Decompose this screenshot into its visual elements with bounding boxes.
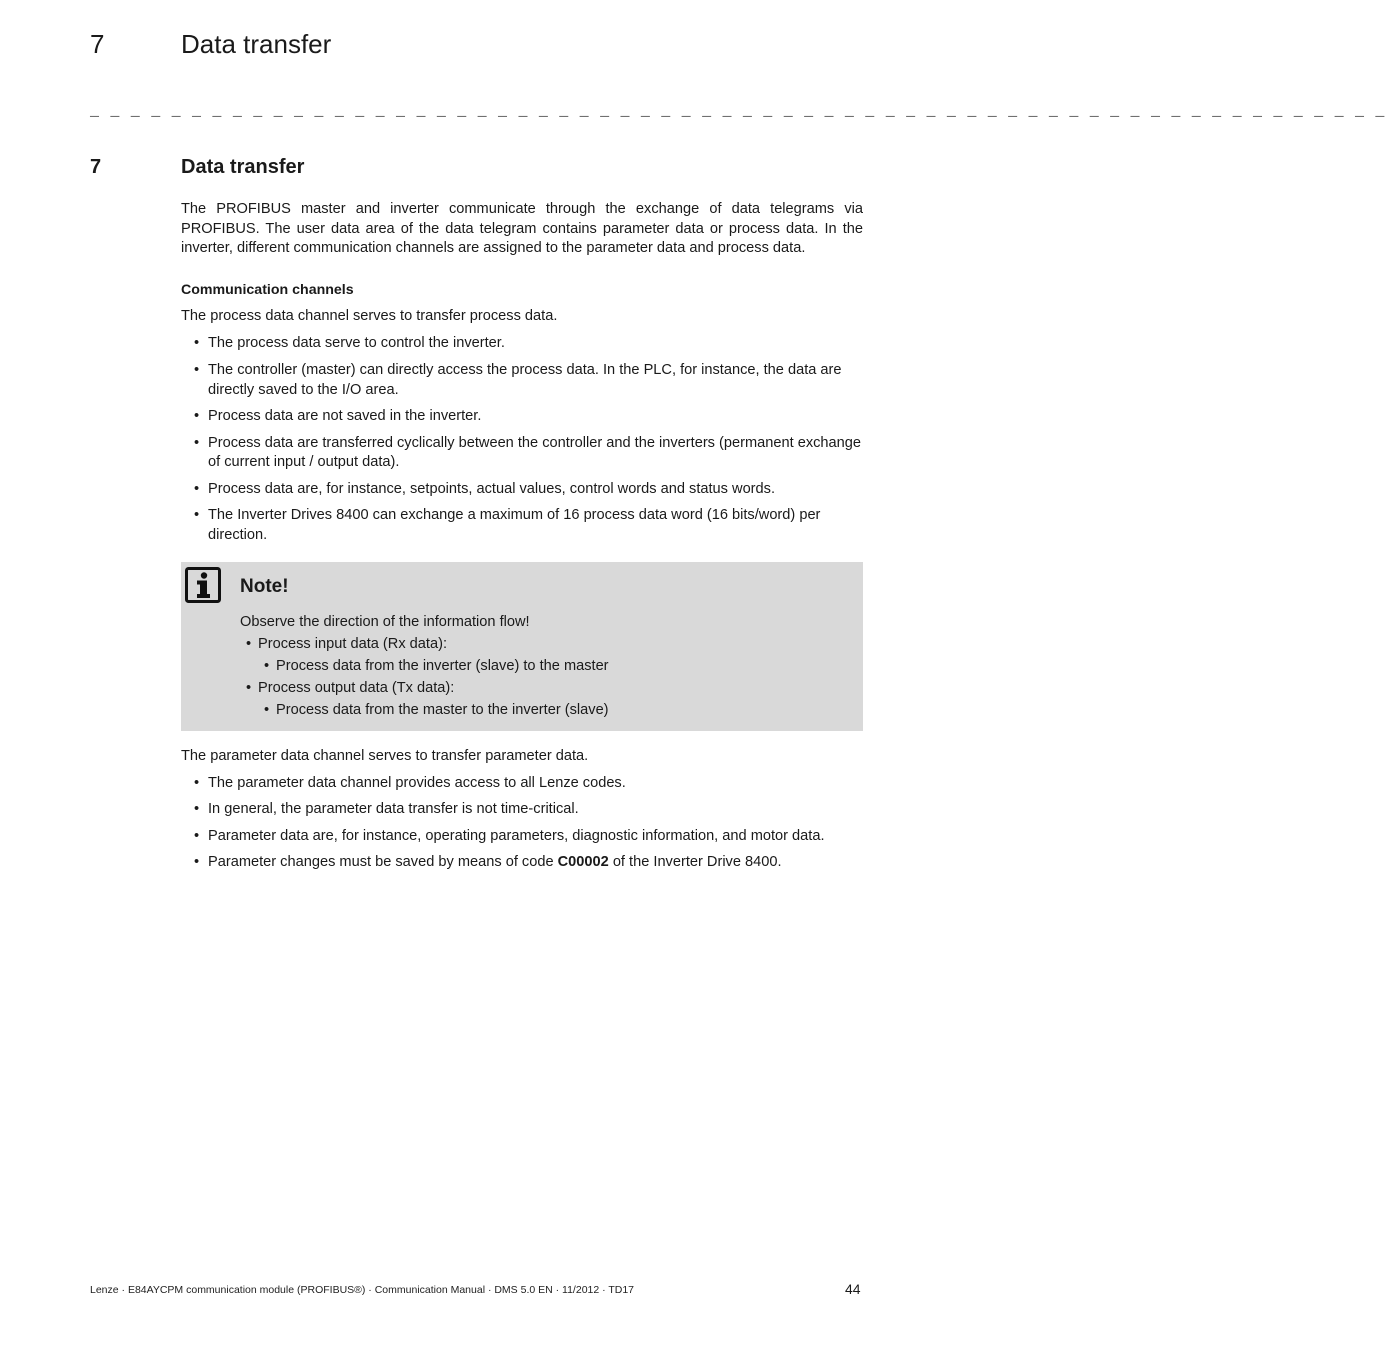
param-last-before: Parameter changes must be saved by means of code [208, 854, 558, 870]
note-item [240, 677, 849, 721]
header-chapter-title: Data transfer [181, 29, 332, 59]
note-item-label: Process input data (Rx data): [258, 636, 447, 652]
note-box [181, 562, 863, 731]
list-item: • The Inverter Drives 8400 can exchange a maximum of 16 process data word (16 bits/word) per direction. [181, 506, 863, 545]
info-icon [185, 567, 221, 603]
section-title: Data transfer [181, 156, 305, 178]
list-item: • In general, the parameter data transfer is not time-critical. [181, 800, 863, 820]
process-lead: The process data channel serves to transfer process data. [181, 308, 558, 324]
list-item: • Process data are, for instance, setpoints, actual values, control words and status words. [181, 480, 863, 500]
page-number: 44 [845, 1281, 861, 1297]
note-item-label: Process output data (Tx data): [258, 680, 455, 696]
list-item: • The controller (master) can directly access the process data. In the PLC, for instance, the data are directly saved to the I/O area. [181, 361, 863, 400]
note-item [240, 633, 849, 677]
list-item: • Process data are transferred cyclically between the controller and the inverters (permanent exchange of current input / output data). [181, 434, 863, 473]
list-item: • The parameter data channel provides access to all Lenze codes. [181, 774, 863, 794]
param-bullet-list [181, 774, 863, 873]
list-item [181, 853, 863, 873]
note-subitem: • Process data from the inverter (slave) to the master [258, 655, 849, 677]
list-item: • The process data serve to control the inverter. [181, 334, 863, 354]
note-text: Observe the direction of the information flow! [240, 614, 530, 630]
footer-document-info: Lenze · E84AYCPM communication module (PROFIBUS®) · Communication Manual · DMS 5.0 EN · 11/2012 · TD17 [90, 1284, 635, 1296]
main-content [181, 200, 863, 873]
code-reference: C00002 [557, 854, 609, 870]
note-list [240, 633, 849, 721]
list-item: • Process data are not saved in the inverter. [181, 407, 863, 427]
process-bullet-list [181, 334, 863, 546]
header-chapter-number: 7 [90, 29, 105, 59]
param-lead: The parameter data channel serves to transfer parameter data. [181, 748, 589, 764]
note-title: Note! [240, 576, 289, 597]
subheading-communication-channels: Communication channels [181, 281, 354, 298]
param-last-after: of the Inverter Drive 8400. [608, 854, 782, 870]
intro-paragraph: The PROFIBUS master and inverter communicate through the exchange of data telegrams via PROFIBUS. The user data area of the data telegram contains parameter data or process data. In the inverter, different communication channels are assigned to the parameter data and process data. [181, 201, 863, 256]
section-number: 7 [90, 156, 102, 178]
note-subitem: • Process data from the master to the inverter (slave) [258, 699, 849, 721]
list-item: • Parameter data are, for instance, operating parameters, diagnostic information, and motor data. [181, 827, 863, 847]
header-separator: _ _ _ _ _ _ _ _ _ _ _ _ _ _ _ _ _ _ _ _ _ _ _ _ _ _ _ _ _ _ _ _ _ _ _ _ _ _ _ _ _ _ _ _ _ _ _ _ _ _ _ _ _ _ _ _ _ _ _ _ _ _ _ _ [90, 103, 1386, 120]
